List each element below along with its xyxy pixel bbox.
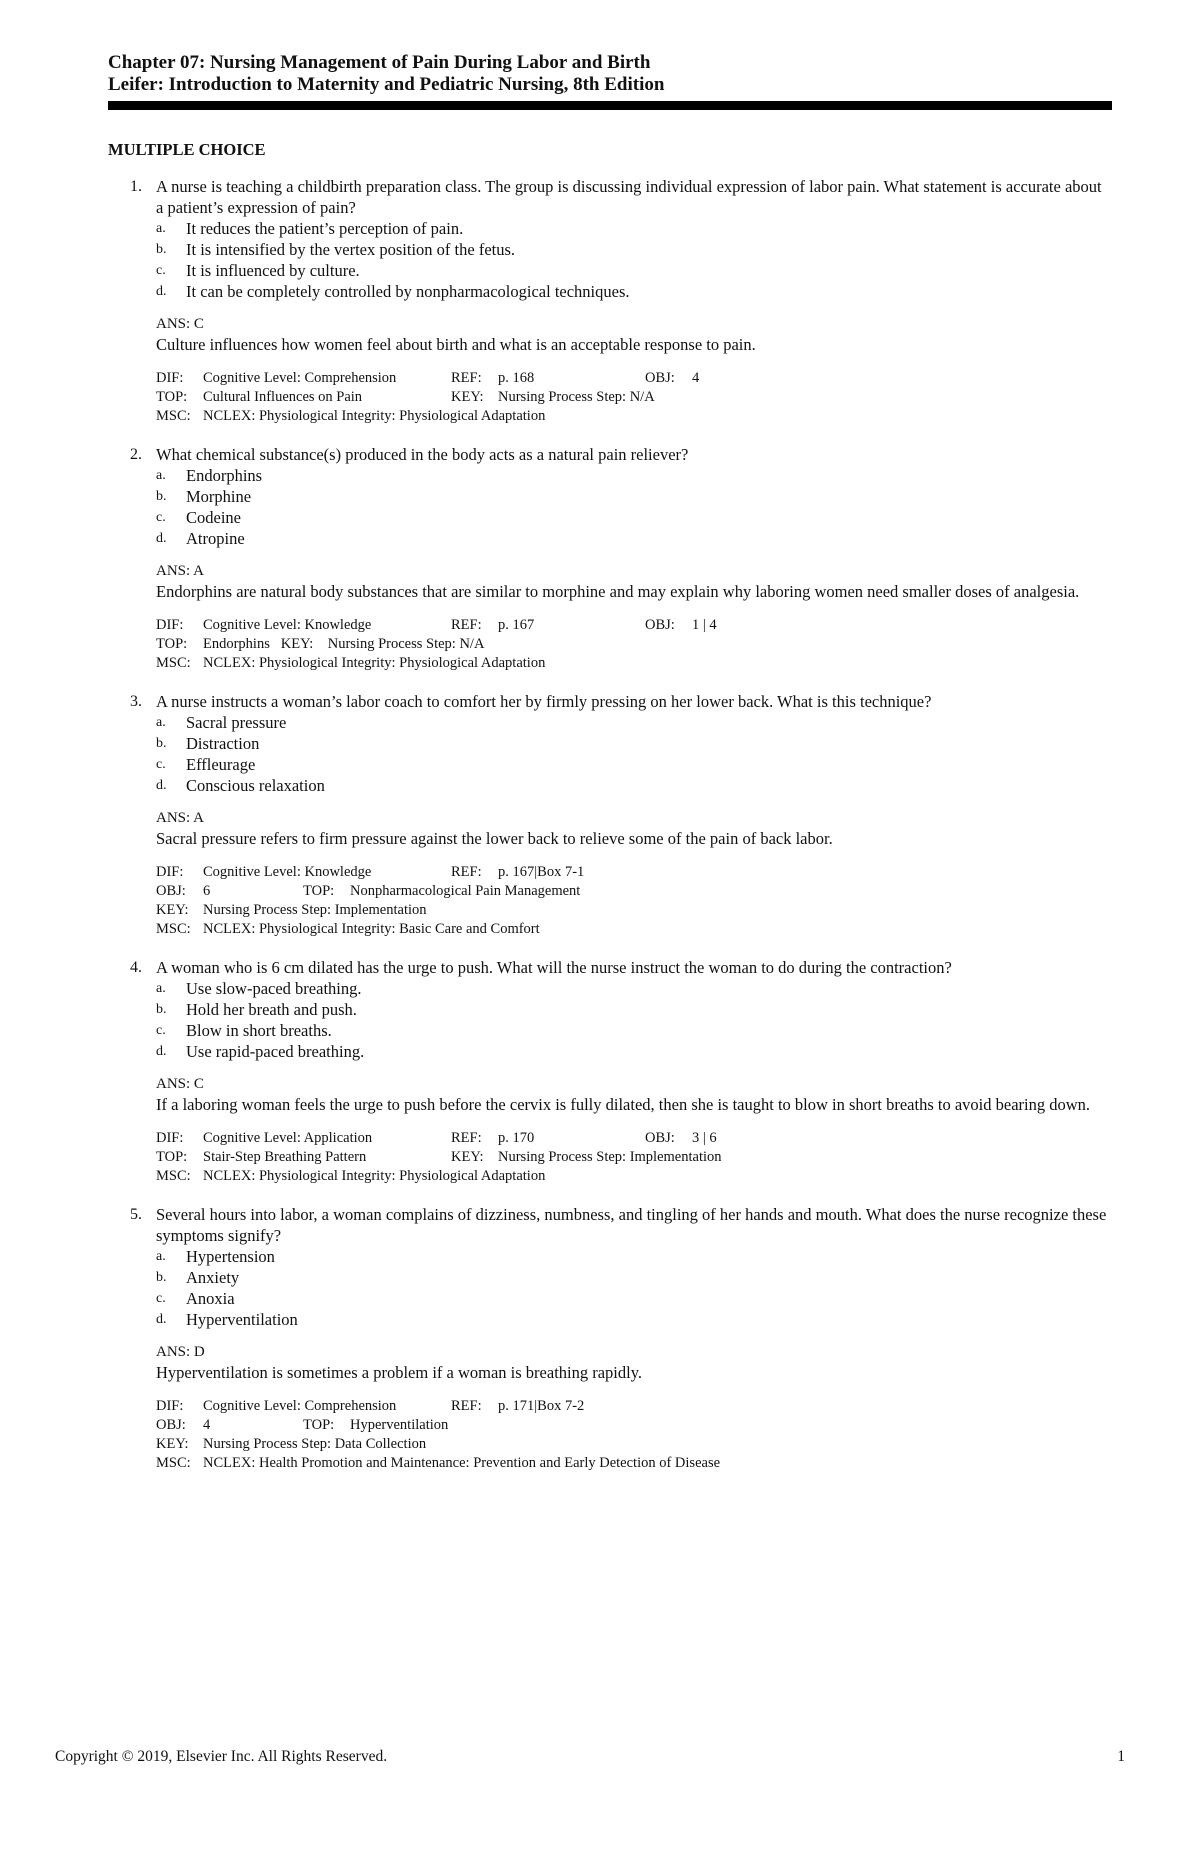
question-2 bbox=[108, 444, 1108, 673]
choice-a: a. Use slow-paced breathing. bbox=[156, 979, 362, 998]
choice-d: d. Hyperventilation bbox=[156, 1310, 298, 1329]
question-stem: A woman who is 6 cm dilated has the urge to push. What will the nurse instruct the woman to do during the contraction? bbox=[156, 958, 952, 977]
section-heading: MULTIPLE CHOICE bbox=[108, 140, 266, 159]
choice-list bbox=[156, 465, 1108, 549]
question-stem: What chemical substance(s) produced in the body acts as a natural pain reliever? bbox=[156, 445, 689, 464]
copyright-text: Copyright © 2019, Elsevier Inc. All Rights Reserved. bbox=[55, 1748, 388, 1765]
page-footer bbox=[55, 1748, 1125, 1766]
choice-c: c. Codeine bbox=[156, 508, 241, 527]
choice-d: d. It can be completely controlled by nonpharmacological techniques. bbox=[156, 282, 630, 301]
choice-d: d. Atropine bbox=[156, 529, 245, 548]
question-number: 4. bbox=[130, 959, 142, 976]
rationale: Culture influences how women feel about birth and what is an acceptable response to pain. bbox=[156, 335, 756, 354]
answer-key: ANS: C bbox=[156, 1076, 204, 1092]
choice-b: b. Distraction bbox=[156, 734, 260, 753]
question-metadata: DIF: Cognitive Level: Knowledge REF: p. 167|Box 7-1 OBJ: 6 TOP: Nonpharmacological Pain Management KEY: Nursing Process Step: Implementation MSC: NCLEX: Physiological Integrity: Basic Care and Comfort bbox=[156, 864, 585, 937]
question-1 bbox=[108, 176, 1108, 426]
choice-b: b. Morphine bbox=[156, 487, 252, 506]
question-list bbox=[108, 176, 1108, 1491]
choice-list bbox=[156, 712, 1108, 796]
question-number: 3. bbox=[130, 693, 142, 710]
choice-c: c. Anoxia bbox=[156, 1289, 235, 1308]
question-stem: Several hours into labor, a woman complains of dizziness, numbness, and tingling of her hands and mouth. What does the nurse recognize these symptoms signify? bbox=[156, 1205, 1107, 1245]
choice-a: a. Endorphins bbox=[156, 466, 263, 485]
rationale: Hyperventilation is sometimes a problem if a woman is breathing rapidly. bbox=[156, 1363, 643, 1382]
rationale: Sacral pressure refers to firm pressure against the lower back to relieve some of the pain of back labor. bbox=[156, 829, 833, 848]
question-4 bbox=[108, 957, 1108, 1186]
header-rule bbox=[108, 101, 1112, 110]
choice-list bbox=[156, 1246, 1108, 1330]
question-5 bbox=[108, 1204, 1108, 1473]
choice-b: b. Hold her breath and push. bbox=[156, 1000, 357, 1019]
chapter-title: Chapter 07: Nursing Management of Pain During Labor and Birth bbox=[108, 52, 651, 73]
question-metadata: DIF: Cognitive Level: Application REF: p. 170 OBJ: 3 | 6 TOP: Stair-Step Breathing Pattern KEY: Nursing Process Step: Implementation MSC: NCLEX: Physiological Integrity: Physiological Adaptation bbox=[156, 1130, 722, 1184]
answer-key: ANS: A bbox=[156, 563, 204, 579]
question-metadata: DIF: Cognitive Level: Knowledge REF: p. 167 OBJ: 1 | 4 TOP: Endorphins KEY: Nursing Process Step: N/A MSC: NCLEX: Physiological Integrity: Physiological Adaptation bbox=[156, 617, 717, 671]
answer-key: ANS: A bbox=[156, 810, 204, 826]
choice-c: c. Blow in short breaths. bbox=[156, 1021, 332, 1040]
choice-a: a. It reduces the patient’s perception of pain. bbox=[156, 219, 464, 238]
choice-c: c. Effleurage bbox=[156, 755, 256, 774]
choice-b: b. Anxiety bbox=[156, 1268, 240, 1287]
choice-b: b. It is intensified by the vertex position of the fetus. bbox=[156, 240, 516, 259]
choice-list bbox=[156, 218, 1108, 302]
question-stem: A nurse instructs a woman’s labor coach to comfort her by firmly pressing on her lower back. What is this technique? bbox=[156, 692, 932, 711]
question-number: 2. bbox=[130, 446, 142, 463]
rationale: Endorphins are natural body substances that are similar to morphine and may explain why laboring women need smaller doses of analgesia. bbox=[156, 582, 1080, 601]
question-number: 1. bbox=[130, 178, 142, 195]
answer-key: ANS: C bbox=[156, 316, 204, 332]
choice-d: d. Use rapid-paced breathing. bbox=[156, 1042, 365, 1061]
question-metadata: DIF: Cognitive Level: Comprehension REF: p. 168 OBJ: 4 TOP: Cultural Influences on Pain KEY: Nursing Process Step: N/A MSC: NCLEX: Physiological Integrity: Physiological Adaptation bbox=[156, 370, 700, 424]
rationale: If a laboring woman feels the urge to push before the cervix is fully dilated, then she is taught to blow in short breaths to avoid bearing down. bbox=[156, 1095, 1091, 1114]
choice-a: a. Sacral pressure bbox=[156, 713, 287, 732]
choice-a: a. Hypertension bbox=[156, 1247, 275, 1266]
question-3 bbox=[108, 691, 1108, 939]
question-metadata: DIF: Cognitive Level: Comprehension REF: p. 171|Box 7-2 OBJ: 4 TOP: Hyperventilation KEY: Nursing Process Step: Data Collection MSC: NCLEX: Health Promotion and Maintenance: Prevention and Early Detection of Disease bbox=[156, 1398, 721, 1471]
answer-key: ANS: D bbox=[156, 1344, 205, 1360]
page-number: 1 bbox=[1117, 1748, 1125, 1765]
book-title: Leifer: Introduction to Maternity and Pediatric Nursing, 8th Edition bbox=[108, 74, 665, 95]
choice-d: d. Conscious relaxation bbox=[156, 776, 325, 795]
question-stem: A nurse is teaching a childbirth preparation class. The group is discussing individual expression of labor pain. What statement is accurate about a patient’s expression of pain? bbox=[156, 177, 1102, 217]
question-number: 5. bbox=[130, 1206, 142, 1223]
choice-c: c. It is influenced by culture. bbox=[156, 261, 360, 280]
choice-list bbox=[156, 978, 1108, 1062]
document-header bbox=[108, 52, 1108, 96]
